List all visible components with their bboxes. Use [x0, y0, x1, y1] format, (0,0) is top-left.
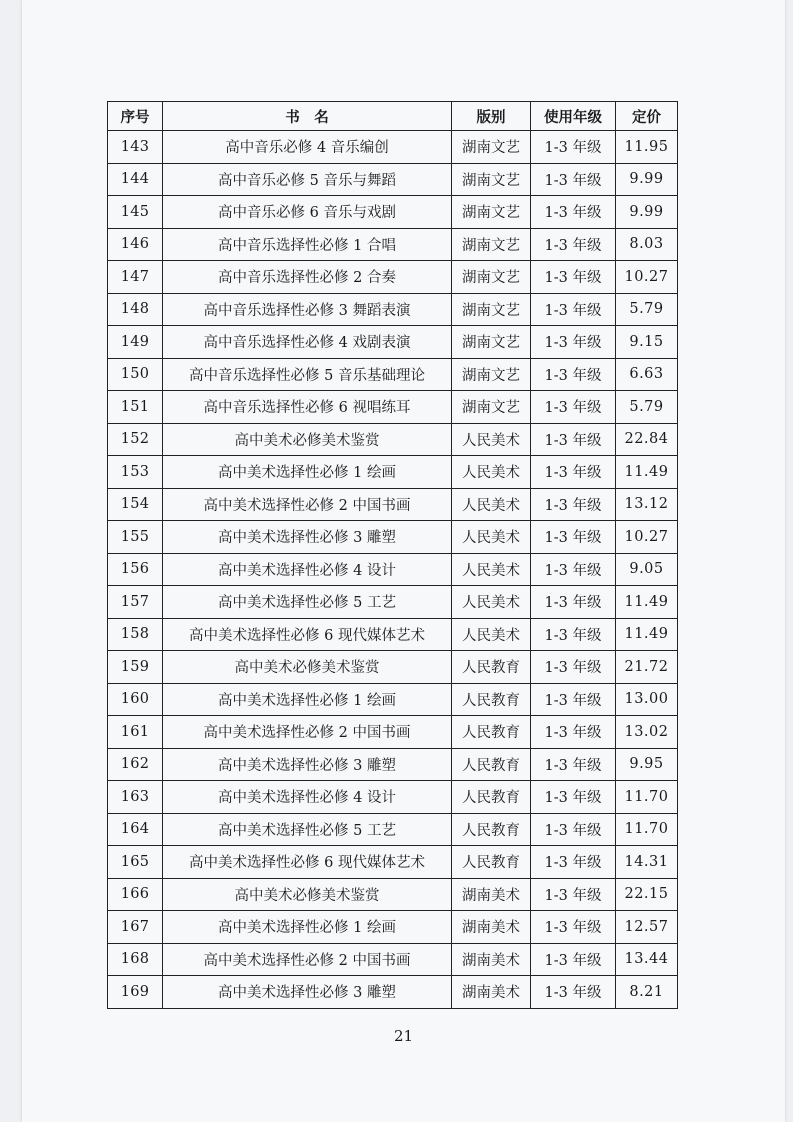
cell-publisher: 湖南文艺	[452, 196, 531, 229]
cell-serial-number: 168	[108, 943, 163, 976]
cell-serial-number: 149	[108, 326, 163, 359]
cell-price: 11.49	[616, 586, 678, 619]
cell-serial-number: 154	[108, 488, 163, 521]
table-row	[108, 878, 678, 911]
cell-price: 9.99	[616, 163, 678, 196]
cell-grade: 1-3 年级	[531, 456, 616, 489]
cell-serial-number: 157	[108, 586, 163, 619]
cell-publisher: 人民美术	[452, 456, 531, 489]
cell-book-title: 高中美术必修美术鉴赏	[163, 423, 452, 456]
table-row	[108, 651, 678, 684]
cell-publisher: 人民教育	[452, 748, 531, 781]
cell-publisher: 湖南文艺	[452, 228, 531, 261]
cell-publisher: 人民美术	[452, 618, 531, 651]
cell-serial-number: 147	[108, 261, 163, 294]
cell-book-title: 高中美术选择性必修 1 绘画	[163, 911, 452, 944]
cell-grade: 1-3 年级	[531, 651, 616, 684]
cell-grade: 1-3 年级	[531, 391, 616, 424]
cell-serial-number: 144	[108, 163, 163, 196]
table-row	[108, 488, 678, 521]
cell-price: 5.79	[616, 391, 678, 424]
cell-price: 9.15	[616, 326, 678, 359]
cell-price: 13.00	[616, 683, 678, 716]
cell-publisher: 湖南美术	[452, 943, 531, 976]
cell-price: 14.31	[616, 846, 678, 879]
cell-publisher: 人民教育	[452, 651, 531, 684]
cell-book-title: 高中音乐必修 5 音乐与舞蹈	[163, 163, 452, 196]
cell-publisher: 人民美术	[452, 586, 531, 619]
cell-grade: 1-3 年级	[531, 553, 616, 586]
cell-book-title: 高中美术选择性必修 3 雕塑	[163, 976, 452, 1009]
cell-price: 8.21	[616, 976, 678, 1009]
cell-price: 11.70	[616, 781, 678, 814]
cell-book-title: 高中音乐选择性必修 1 合唱	[163, 228, 452, 261]
cell-grade: 1-3 年级	[531, 943, 616, 976]
cell-price: 10.27	[616, 261, 678, 294]
cell-book-title: 高中美术选择性必修 3 雕塑	[163, 748, 452, 781]
table-row	[108, 456, 678, 489]
cell-publisher: 人民美术	[452, 488, 531, 521]
cell-book-title: 高中美术选择性必修 1 绘画	[163, 456, 452, 489]
cell-book-title: 高中音乐选择性必修 6 视唱练耳	[163, 391, 452, 424]
cell-book-title: 高中美术选择性必修 2 中国书画	[163, 716, 452, 749]
table-body	[108, 131, 678, 1009]
table-row	[108, 586, 678, 619]
cell-price: 22.15	[616, 878, 678, 911]
cell-serial-number: 161	[108, 716, 163, 749]
table-row	[108, 423, 678, 456]
cell-publisher: 湖南文艺	[452, 326, 531, 359]
cell-price: 9.95	[616, 748, 678, 781]
cell-grade: 1-3 年级	[531, 358, 616, 391]
cell-grade: 1-3 年级	[531, 976, 616, 1009]
cell-grade: 1-3 年级	[531, 261, 616, 294]
cell-price: 9.99	[616, 196, 678, 229]
table-row	[108, 521, 678, 554]
cell-book-title: 高中音乐选择性必修 3 舞蹈表演	[163, 293, 452, 326]
cell-publisher: 人民美术	[452, 521, 531, 554]
cell-grade: 1-3 年级	[531, 846, 616, 879]
cell-publisher: 湖南文艺	[452, 261, 531, 294]
cell-grade: 1-3 年级	[531, 196, 616, 229]
cell-grade: 1-3 年级	[531, 748, 616, 781]
cell-book-title: 高中美术选择性必修 6 现代媒体艺术	[163, 618, 452, 651]
cell-grade: 1-3 年级	[531, 911, 616, 944]
table-row	[108, 391, 678, 424]
cell-serial-number: 167	[108, 911, 163, 944]
cell-book-title: 高中美术选择性必修 2 中国书画	[163, 943, 452, 976]
cell-publisher: 人民教育	[452, 846, 531, 879]
cell-serial-number: 163	[108, 781, 163, 814]
cell-publisher: 人民教育	[452, 716, 531, 749]
cell-grade: 1-3 年级	[531, 813, 616, 846]
cell-price: 11.49	[616, 618, 678, 651]
cell-publisher: 湖南美术	[452, 911, 531, 944]
cell-price: 9.05	[616, 553, 678, 586]
cell-publisher: 湖南美术	[452, 976, 531, 1009]
cell-grade: 1-3 年级	[531, 423, 616, 456]
cell-book-title: 高中美术选择性必修 1 绘画	[163, 683, 452, 716]
table-row	[108, 131, 678, 164]
header-publisher: 版别	[452, 102, 531, 131]
table-row	[108, 911, 678, 944]
cell-book-title: 高中美术选择性必修 2 中国书画	[163, 488, 452, 521]
cell-book-title: 高中音乐必修 6 音乐与戏剧	[163, 196, 452, 229]
cell-publisher: 湖南文艺	[452, 293, 531, 326]
cell-serial-number: 169	[108, 976, 163, 1009]
cell-serial-number: 152	[108, 423, 163, 456]
cell-serial-number: 158	[108, 618, 163, 651]
table-row	[108, 683, 678, 716]
cell-publisher: 湖南美术	[452, 878, 531, 911]
cell-book-title: 高中美术选择性必修 6 现代媒体艺术	[163, 846, 452, 879]
cell-grade: 1-3 年级	[531, 683, 616, 716]
cell-grade: 1-3 年级	[531, 716, 616, 749]
cell-grade: 1-3 年级	[531, 586, 616, 619]
cell-grade: 1-3 年级	[531, 618, 616, 651]
table-row	[108, 228, 678, 261]
textbook-price-table	[107, 101, 678, 1009]
cell-grade: 1-3 年级	[531, 131, 616, 164]
header-grade: 使用年级	[531, 102, 616, 131]
cell-book-title: 高中美术选择性必修 3 雕塑	[163, 521, 452, 554]
cell-publisher: 人民教育	[452, 813, 531, 846]
cell-grade: 1-3 年级	[531, 163, 616, 196]
header-price: 定价	[616, 102, 678, 131]
cell-serial-number: 143	[108, 131, 163, 164]
cell-grade: 1-3 年级	[531, 326, 616, 359]
cell-publisher: 湖南文艺	[452, 163, 531, 196]
table-row	[108, 163, 678, 196]
cell-grade: 1-3 年级	[531, 293, 616, 326]
cell-price: 12.57	[616, 911, 678, 944]
table-row	[108, 326, 678, 359]
cell-serial-number: 151	[108, 391, 163, 424]
cell-serial-number: 145	[108, 196, 163, 229]
table-row	[108, 846, 678, 879]
cell-grade: 1-3 年级	[531, 228, 616, 261]
table-row	[108, 976, 678, 1009]
cell-book-title: 高中美术选择性必修 4 设计	[163, 781, 452, 814]
table-row	[108, 748, 678, 781]
cell-book-title: 高中美术选择性必修 4 设计	[163, 553, 452, 586]
cell-book-title: 高中音乐选择性必修 2 合奏	[163, 261, 452, 294]
cell-price: 11.70	[616, 813, 678, 846]
cell-book-title: 高中美术选择性必修 5 工艺	[163, 813, 452, 846]
table-header-row	[108, 102, 678, 131]
cell-serial-number: 162	[108, 748, 163, 781]
cell-publisher: 人民教育	[452, 683, 531, 716]
cell-publisher: 人民美术	[452, 553, 531, 586]
cell-publisher: 人民美术	[452, 423, 531, 456]
cell-price: 11.49	[616, 456, 678, 489]
table-row	[108, 943, 678, 976]
document-page	[22, 0, 785, 1122]
table-row	[108, 716, 678, 749]
cell-price: 10.27	[616, 521, 678, 554]
cell-serial-number: 148	[108, 293, 163, 326]
cell-book-title: 高中美术选择性必修 5 工艺	[163, 586, 452, 619]
cell-serial-number: 153	[108, 456, 163, 489]
cell-serial-number: 160	[108, 683, 163, 716]
cell-publisher: 湖南文艺	[452, 131, 531, 164]
table-row	[108, 781, 678, 814]
cell-book-title: 高中美术必修美术鉴赏	[163, 878, 452, 911]
cell-serial-number: 150	[108, 358, 163, 391]
table-row	[108, 261, 678, 294]
cell-publisher: 人民教育	[452, 781, 531, 814]
table-row	[108, 553, 678, 586]
cell-book-title: 高中音乐选择性必修 5 音乐基础理论	[163, 358, 452, 391]
cell-book-title: 高中美术必修美术鉴赏	[163, 651, 452, 684]
table-row	[108, 358, 678, 391]
cell-serial-number: 159	[108, 651, 163, 684]
cell-price: 13.44	[616, 943, 678, 976]
table-row	[108, 813, 678, 846]
cell-price: 8.03	[616, 228, 678, 261]
table-row	[108, 196, 678, 229]
cell-serial-number: 165	[108, 846, 163, 879]
cell-publisher: 湖南文艺	[452, 391, 531, 424]
cell-serial-number: 166	[108, 878, 163, 911]
cell-price: 21.72	[616, 651, 678, 684]
cell-price: 13.12	[616, 488, 678, 521]
page-number: 21	[393, 1027, 414, 1045]
cell-grade: 1-3 年级	[531, 488, 616, 521]
cell-serial-number: 164	[108, 813, 163, 846]
cell-grade: 1-3 年级	[531, 521, 616, 554]
cell-price: 5.79	[616, 293, 678, 326]
cell-book-title: 高中音乐必修 4 音乐编创	[163, 131, 452, 164]
cell-serial-number: 146	[108, 228, 163, 261]
cell-price: 11.95	[616, 131, 678, 164]
cell-price: 22.84	[616, 423, 678, 456]
table-row	[108, 293, 678, 326]
cell-publisher: 湖南文艺	[452, 358, 531, 391]
header-book-title: 书 名	[163, 102, 452, 131]
header-serial-number: 序号	[108, 102, 163, 131]
table-row	[108, 618, 678, 651]
cell-book-title: 高中音乐选择性必修 4 戏剧表演	[163, 326, 452, 359]
cell-grade: 1-3 年级	[531, 878, 616, 911]
cell-serial-number: 156	[108, 553, 163, 586]
cell-grade: 1-3 年级	[531, 781, 616, 814]
cell-price: 6.63	[616, 358, 678, 391]
cell-serial-number: 155	[108, 521, 163, 554]
cell-price: 13.02	[616, 716, 678, 749]
